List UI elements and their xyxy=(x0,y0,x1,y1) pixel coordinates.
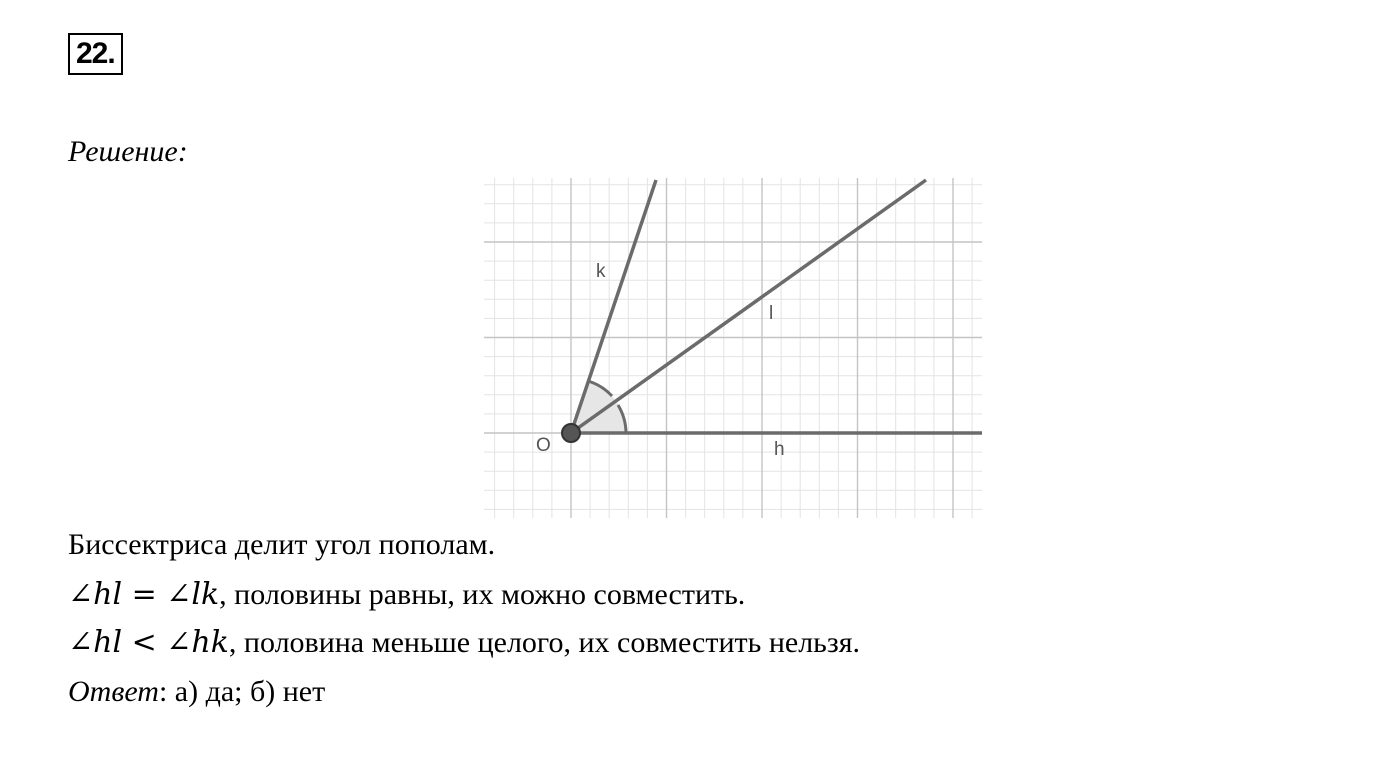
grid-minor xyxy=(484,178,982,518)
label-k: k xyxy=(596,261,606,282)
problem-number: 22. xyxy=(68,33,123,75)
answer-text: : а) да; б) нет xyxy=(158,675,326,708)
text-less-explanation: , половина меньше целого, их совместить нельзя. xyxy=(228,626,860,659)
label-o: O xyxy=(536,435,551,456)
math-expression-less: ∠hl < ∠hk xyxy=(68,625,229,660)
grid-major xyxy=(484,178,982,518)
label-l: l xyxy=(769,303,774,324)
math-expression-equal: ∠hl = ∠lk xyxy=(68,577,220,612)
answer-line xyxy=(68,675,325,709)
point-o xyxy=(562,424,580,442)
text-line-bisector: Биссектриса делит угол пополам. xyxy=(68,528,496,561)
text-equal-explanation: , половины равны, их можно совместить. xyxy=(219,578,746,611)
solution-label: Решение: xyxy=(68,135,188,168)
geometry-figure xyxy=(484,178,982,518)
label-h: h xyxy=(774,439,785,460)
text-line-less-than xyxy=(68,625,860,660)
answer-label: Ответ xyxy=(68,675,159,708)
text-line-equal-halves xyxy=(68,577,745,612)
